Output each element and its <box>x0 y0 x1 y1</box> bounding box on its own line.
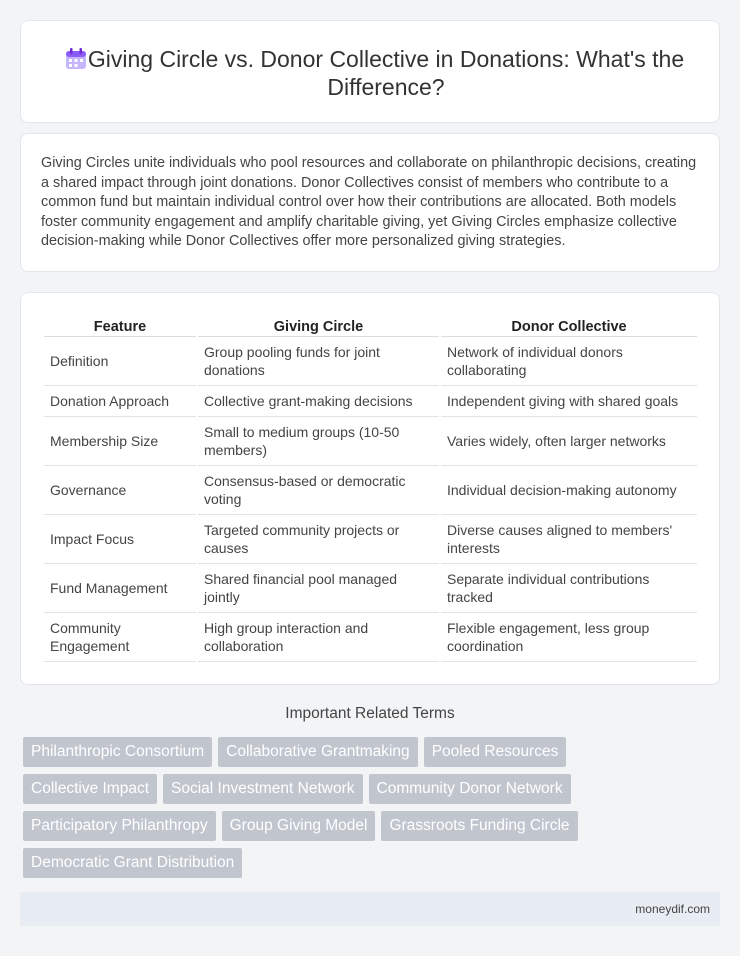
title-card <box>20 20 720 123</box>
tag-row <box>23 737 623 767</box>
table-header-row <box>44 316 697 337</box>
table-cell-feature: Definition <box>44 337 196 386</box>
page-title-wrap <box>21 45 719 101</box>
table-cell-giving-circle: High group interaction and collaboration <box>198 613 439 662</box>
table-cell-giving-circle: Shared financial pool managed jointly <box>198 564 439 613</box>
table-cell-donor-collective: Diverse causes aligned to members' interests <box>441 515 697 564</box>
table-cell-donor-collective: Network of individual donors collaborating <box>441 337 697 386</box>
table-row <box>44 417 697 466</box>
table-cell-donor-collective: Flexible engagement, less group coordination <box>441 613 697 662</box>
table-row <box>44 466 697 515</box>
table-cell-donor-collective: Separate individual contributions tracked <box>441 564 697 613</box>
table-row <box>44 613 697 662</box>
header-giving-circle: Giving Circle <box>198 316 439 337</box>
table-cell-feature: Governance <box>44 466 196 515</box>
related-terms-title: Important Related Terms <box>285 705 455 722</box>
table-cell-feature: Fund Management <box>44 564 196 613</box>
related-term-tag[interactable]: Pooled Resources <box>424 737 567 767</box>
header-feature: Feature <box>44 316 196 337</box>
table-cell-feature: Membership Size <box>44 417 196 466</box>
related-term-tag[interactable]: Group Giving Model <box>222 811 376 841</box>
related-term-tag[interactable]: Democratic Grant Distribution <box>23 848 242 878</box>
related-term-tag[interactable]: Collaborative Grantmaking <box>218 737 418 767</box>
table-cell-donor-collective: Varies widely, often larger networks <box>441 417 697 466</box>
table-cell-giving-circle: Small to medium groups (10-50 members) <box>198 417 439 466</box>
related-term-tag[interactable]: Community Donor Network <box>369 774 571 804</box>
comparison-table-card <box>20 292 720 685</box>
page-title: Giving Circle vs. Donor Collective in Donations: What's the Difference? <box>87 46 685 100</box>
table-cell-giving-circle: Collective grant-making decisions <box>198 386 439 417</box>
footer-site-link[interactable]: moneydif.com <box>635 902 710 916</box>
intro-paragraph: Giving Circles unite individuals who pool resources and collaborate on philanthropic decisions, creating a shared impact through joint donations. Donor Collectives consist of members who contribute to a common fund but maintain individual control over how their contributions are allocated. Both models foster community engagement and amplify charitable giving, yet Giving Circles emphasize collective decision-making while Donor Collectives offer more personalized giving strategies. <box>41 155 697 249</box>
tag-row <box>23 811 623 841</box>
table-cell-feature: Community Engagement <box>44 613 196 662</box>
table-row <box>44 386 697 417</box>
related-term-tag[interactable]: Collective Impact <box>23 774 157 804</box>
intro-card <box>20 133 720 272</box>
tag-row <box>23 848 623 878</box>
table-cell-giving-circle: Consensus-based or democratic voting <box>198 466 439 515</box>
table-row <box>44 337 697 386</box>
table-row <box>44 564 697 613</box>
table-cell-feature: Impact Focus <box>44 515 196 564</box>
table-cell-donor-collective: Individual decision-making autonomy <box>441 466 697 515</box>
table-cell-donor-collective: Independent giving with shared goals <box>441 386 697 417</box>
table-cell-feature: Donation Approach <box>44 386 196 417</box>
related-term-tag[interactable]: Participatory Philanthropy <box>23 811 216 841</box>
related-term-tag[interactable]: Grassroots Funding Circle <box>381 811 577 841</box>
table-cell-giving-circle: Group pooling funds for joint donations <box>198 337 439 386</box>
comparison-table <box>42 316 699 662</box>
header-donor-collective: Donor Collective <box>441 316 697 337</box>
related-term-tag[interactable]: Philanthropic Consortium <box>23 737 212 767</box>
table-cell-giving-circle: Targeted community projects or causes <box>198 515 439 564</box>
footer <box>20 892 720 926</box>
related-terms-list <box>23 737 623 885</box>
tag-row <box>23 774 623 804</box>
related-term-tag[interactable]: Social Investment Network <box>163 774 363 804</box>
table-row <box>44 515 697 564</box>
